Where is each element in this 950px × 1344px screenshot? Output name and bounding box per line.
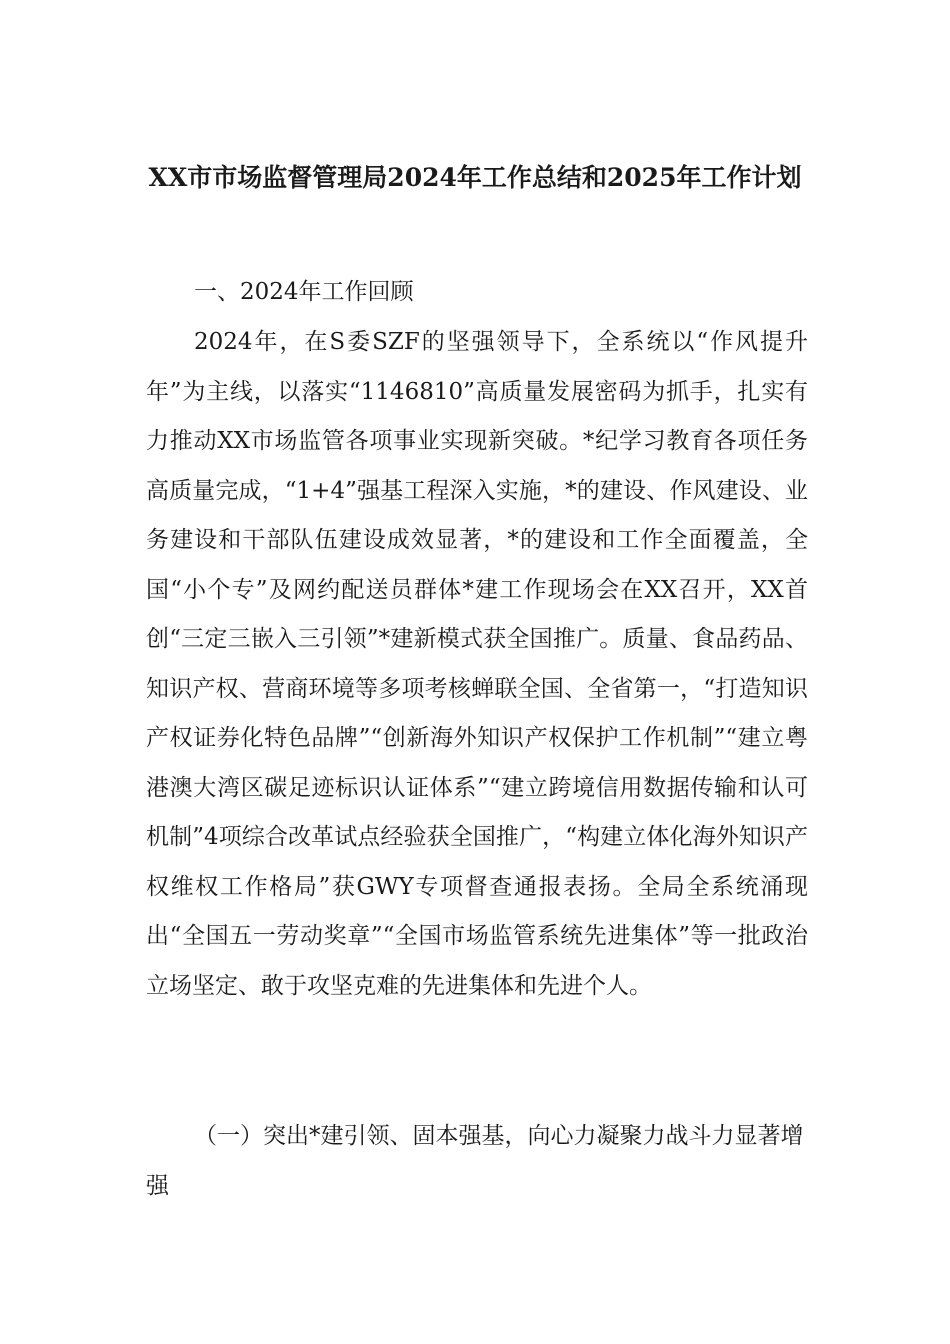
document-title: XX市市场监督管理局2024年工作总结和2025年工作计划 (148, 163, 802, 192)
body-paragraph: 2024年，在S委SZF的坚强领导下，全系统以“作风提升年”为主线，以落实“1146810”高质量发展密码为抓手，扎实有力推动XX市场监管各项事业实现新突破。*纪学习教育各项任务高质量完成，“1+4”强基工程深入实施，*的建设、作风建设、业务建设和干部队伍建设成效显著，*的建设和工作全面覆盖，全国“小个专”及网约配送员群体*建工作现场会在XX召开，XX首创“三定三嵌入三引领”*建新模式获全国推广。质量、食品药品、知识产权、营商环境等多项考核蝉联全国、全省第一，“打造知识产权证券化特色品牌”“创新海外知识产权保护工作机制”“建立粤港澳大湾区碳足迹标识认证体系”“建立跨境信用数据传输和认可机制”4项综合改革试点经验获全国推广，“构建立体化海外知识产权维权工作格局”获GWY专项督查通报表扬。全局全系统涌现出“全国五一劳动奖章”“全国市场监管系统先进集体”等一批政治立场坚定、敢于攻坚克难的先进集体和先进个人。 (146, 329, 808, 999)
section-heading: 一、2024年工作回顾 (194, 279, 414, 305)
sub-heading: （一）突出*建引领、固本强基，向心力凝聚力战斗力显著增强 (146, 1123, 804, 1199)
